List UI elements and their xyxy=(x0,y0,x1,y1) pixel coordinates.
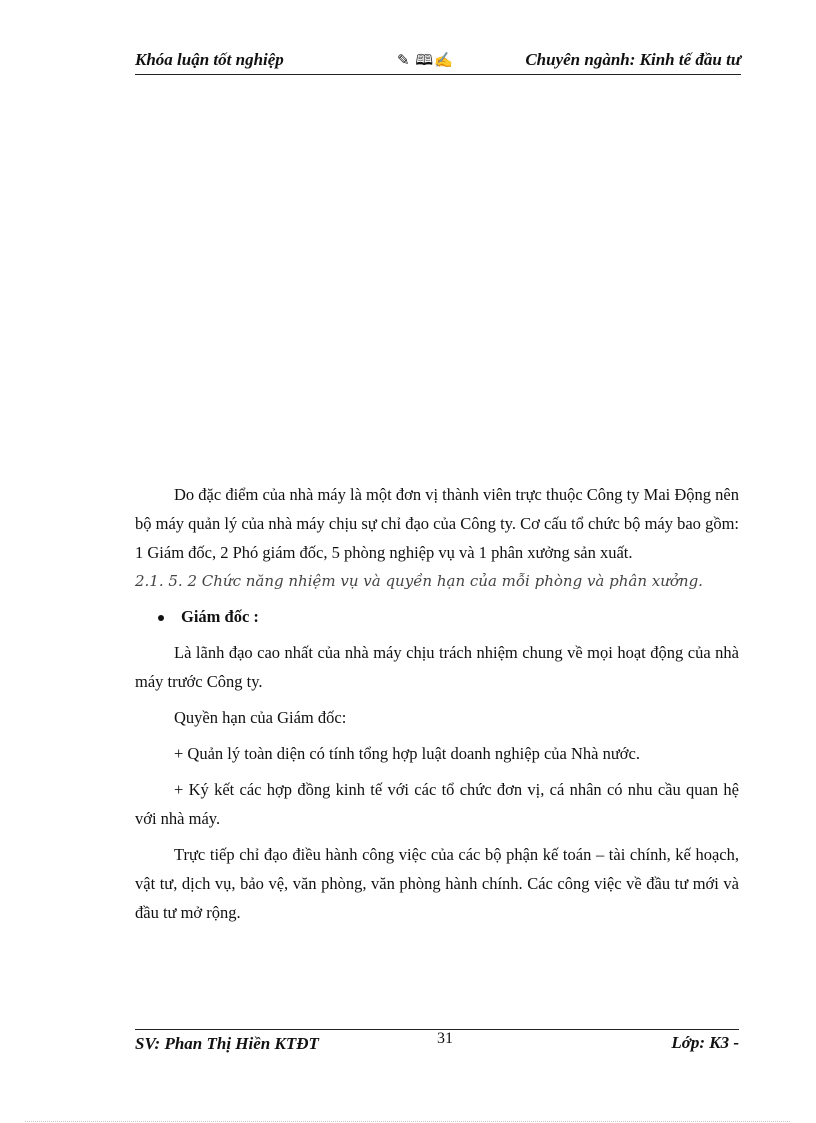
paragraph-role: Là lãnh đạo cao nhất của nhà máy chịu trách nhiệm chung về mọi hoạt động của nhà máy trước Công ty. xyxy=(135,643,739,691)
bullet-heading-text: Giám đốc : xyxy=(181,607,259,626)
paragraph-power-2: + Ký kết các hợp đồng kinh tế với các tổ chức đơn vị, cá nhân có nhu cầu quan hệ với nhà máy. xyxy=(135,780,739,828)
footer-class: Lớp: K3 - xyxy=(671,1033,739,1052)
page-footer xyxy=(135,1030,739,1079)
intro-paragraph: Do đặc điểm của nhà máy là một đơn vị thành viên trực thuộc Công ty Mai Động nên bộ máy quản lý của nhà máy chịu sự chỉ đạo của Công ty. Cơ cấu tổ chức bộ máy bao gồm: 1 Giám đốc, 2 Phó giám đốc, 5 phòng nghiệp vụ và 1 phân xưởng sản xuất. xyxy=(135,485,739,562)
bullet-heading xyxy=(135,602,739,631)
document-body xyxy=(135,480,739,927)
page-header xyxy=(135,48,741,75)
header-ornament-icon: ✎ 🕮✍ xyxy=(397,53,454,69)
footer-student: SV: Phan Thị Hiền KTĐT xyxy=(135,1034,319,1053)
paragraph-power-1: + Quản lý toàn diện có tính tổng hợp luật doanh nghiệp của Nhà nước. xyxy=(174,744,640,763)
paragraph-powers-intro: Quyền hạn của Giám đốc: xyxy=(174,708,347,727)
page-bottom-edge xyxy=(25,1121,790,1122)
header-major-label: Chuyên ngành: Kinh tế đầu tư xyxy=(525,50,741,69)
section-heading: 2.1. 5. 2 Chức năng nhiệm vụ và quyền hạn của mỗi phòng và phân xưởng. xyxy=(135,572,703,590)
paragraph-direction: Trực tiếp chỉ đạo điều hành công việc của các bộ phận kế toán – tài chính, kế hoạch, vật tư, dịch vụ, bảo vệ, văn phòng, văn phòng hành chính. Các công việc về đầu tư mới và đầu tư mở rộng. xyxy=(135,845,739,922)
page-number: 31 xyxy=(437,1030,453,1047)
header-thesis-label: Khóa luận tốt nghiệp xyxy=(135,50,284,69)
bullet-dot-icon xyxy=(158,615,164,621)
